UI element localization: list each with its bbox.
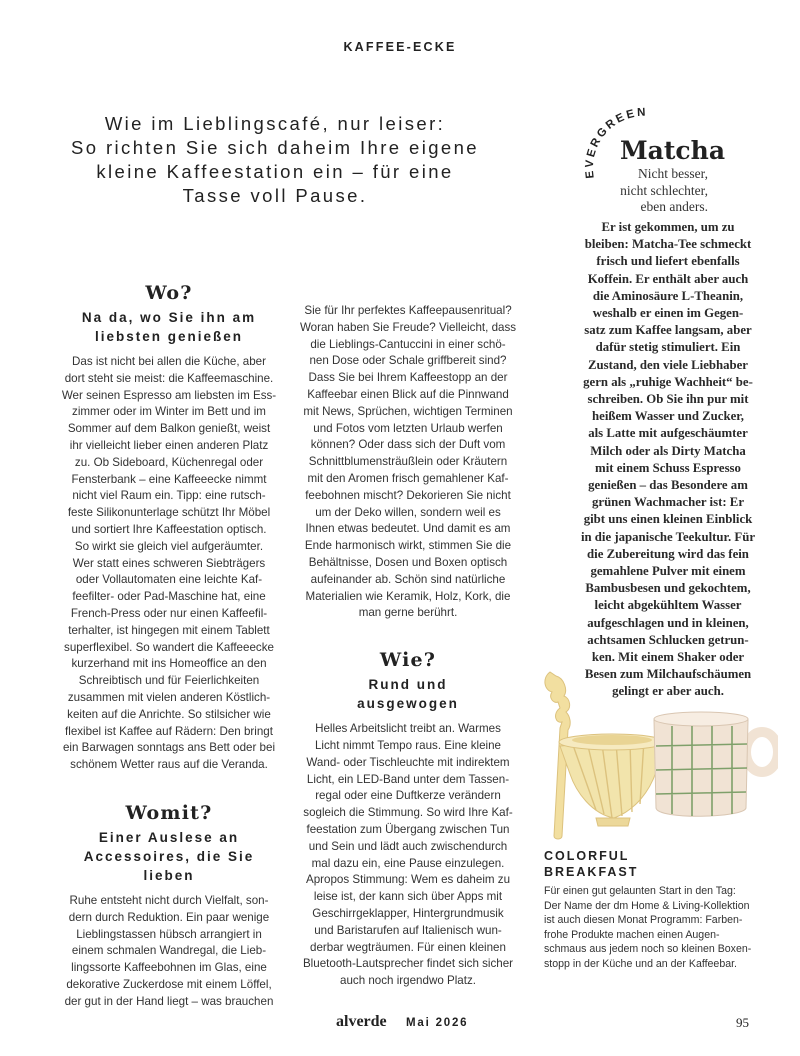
caption-title-line: COLORFUL — [544, 849, 630, 863]
text-line: Sie für Ihr perfektes Kaffeepausenritual? — [304, 304, 512, 317]
text-line: mal dazu ein, eine Pause einzulegen. — [311, 856, 505, 870]
text-line: achtsamen Schlucken getrun- — [587, 632, 749, 647]
text-line: Ende harmonisch wirkt, stimmen Sie die — [304, 539, 512, 553]
text-line: dort steht sie meist: die Kaffeemaschine. — [64, 371, 274, 385]
photo-caption — [544, 848, 774, 971]
text-line: ist auch diesen Monat Programm: Farben- — [544, 914, 743, 926]
text-line: Sommer auf dem Balkon genießt, weist — [67, 422, 271, 436]
text-line: satz zum Kaffee langsam, aber — [584, 323, 752, 338]
text-line: kurzerhand mit ins Homeoffice an den — [71, 657, 267, 671]
text-line: ihr vielleicht lieber einen anderen Platz — [69, 438, 269, 452]
text-line: Schnittblumensträußlein oder Kräutern — [308, 455, 508, 469]
text-line: gelingt er aber auch. — [612, 684, 724, 699]
text-line: gemahlene Pulver mit einem — [590, 564, 746, 579]
column-left — [58, 282, 280, 1011]
body-womit — [58, 893, 280, 1011]
text-line: ein Barwagen sonntags ans Bett oder bei — [62, 741, 276, 755]
text-line: Zustand, den viele Liebhaber — [588, 357, 748, 372]
text-line: bleiben: Matcha-Tee schmeckt — [584, 237, 752, 252]
text-line: French-Press oder nur einen Kaffeefil- — [70, 606, 268, 620]
text-line: flexibel ist Kaffee auf Rädern: Den bringt — [65, 724, 273, 738]
text-line: Für einen gut gelaunten Start in den Tag: — [544, 885, 736, 897]
text-line: Das ist nicht bei allen die Küche, aber — [72, 355, 266, 368]
text-line: weshalb er einen im Gegen- — [592, 306, 744, 321]
text-line: und Sein und lädt auch zwischendurch — [308, 839, 508, 853]
text-line: feefilter- oder Pad-Maschine hat, eine — [72, 590, 266, 604]
text-line: Bambusbesen und gekochtem, — [585, 581, 751, 596]
heading-wo: Wo? — [145, 282, 193, 304]
text-line: Apropos Stimmung: Wem es daheim zu — [305, 873, 511, 887]
text-line: Lieblingstassen hübsch arrangiert in — [76, 927, 262, 941]
text-line: Wand- oder Tischleuchte mit indirektem — [306, 755, 510, 769]
mug-illustration — [654, 712, 778, 816]
text-line: gibt uns einen kleinen Einblick — [583, 512, 753, 527]
text-line: Licht nimmt Tempo raus. Eine kleine — [314, 738, 501, 752]
text-line: derbar wegträumen. Für einen kleinen — [310, 940, 506, 954]
body-wo — [58, 354, 280, 774]
text-line: nicht viel Raum ein. Tipp: eine rutsch- — [72, 489, 266, 503]
text-line: sogleich die Stimmung. So wird Ihre Kaf- — [303, 806, 513, 820]
text-line: mit News, Sprüchen, wichtigen Terminen — [303, 404, 513, 418]
body-wie — [297, 721, 519, 990]
text-line: leise ist, der kann sich über Apps mit — [313, 890, 503, 904]
text-line: Der Name der dm Home & Living-Kollektion — [544, 899, 750, 912]
text-line: und Fotos vom letzten Urlaub werfen — [313, 421, 503, 435]
text-line: schreiben. Ob Sie ihn pur mit — [587, 392, 749, 407]
text-line: oder Vollautomaten eine leichte Kaf- — [75, 573, 263, 587]
text-line: leicht abgekühltem Wasser — [594, 598, 742, 613]
text-line: als Latte mit aufgeschäumter — [588, 426, 748, 441]
text-line: Kaffeebar einen Blick auf die Pinnwand — [307, 387, 509, 401]
text-line: superflexibel. So wandert die Kaffeeecke — [64, 640, 274, 654]
text-line: gern als „ruhige Wachheit“ be- — [583, 374, 753, 389]
text-line: die Lieblings-Cantuccini in einer schö- — [310, 337, 506, 351]
text-line: Dass Sie bei Ihrem Kaffeestopp an der — [308, 371, 508, 385]
text-line: Woran haben Sie Freude? Vielleicht, dass — [299, 320, 517, 334]
subtitle-line: Nicht besser, — [638, 166, 708, 181]
text-line: Wer seinen Espresso am liebsten im Ess- — [61, 388, 277, 402]
text-line: grünen Wachmacher ist: Er — [591, 495, 745, 510]
text-line: Licht, ein LED-Band unter dem Tassen- — [306, 772, 510, 786]
text-line: feste Silikonunterlage schützt Ihr Möbel — [67, 506, 271, 520]
text-line: Er ist gekommen, um zu — [601, 220, 735, 234]
subheading-wie: Rund und ausgewogen — [357, 677, 459, 712]
subtitle-line: nicht schlechter, — [620, 182, 708, 198]
sidebar-subtitle — [600, 166, 708, 216]
section-kicker: KAFFEE-ECKE — [343, 40, 457, 54]
page-number: 95 — [736, 1015, 749, 1030]
text-line: können? Oder dass sich der Duft vom — [310, 438, 506, 452]
sidebar-body — [560, 219, 776, 701]
text-line: feestation zum Übergang zwischen Tun — [306, 822, 510, 836]
text-line: Materialien wie Keramik, Holz, Kork, die — [305, 589, 511, 603]
heading-womit: Womit? — [125, 801, 213, 824]
text-line: zusammen mit vielen anderen Köstlich- — [67, 690, 271, 704]
text-line: und sortiert Ihre Kaffeestation optisch. — [71, 522, 267, 536]
subtitle-line: eben anders. — [640, 199, 708, 214]
text-line: dern durch Reduktion. Ein paar wenige — [68, 910, 270, 924]
text-line: mit einem Schuss Espresso — [595, 460, 741, 475]
text-line: schönem Wetter raus auf die Veranda. — [70, 758, 268, 772]
sidebar-title: Matcha — [620, 136, 726, 165]
text-line: Behältnisse, Dosen und Boxen optisch — [308, 555, 508, 569]
intro-line: kleine Kaffeestation ein – für eine — [96, 161, 454, 182]
text-line: Ruhe entsteht nicht durch Vielfalt, son- — [69, 893, 269, 907]
text-line: schmaus aus jedem noch so kleinen Boxen- — [544, 943, 752, 955]
text-line: mit den Aromen frisch gemahlener Kaf- — [307, 471, 509, 485]
column-middle — [297, 303, 519, 990]
caption-body — [544, 884, 774, 971]
text-line: zu. Ob Sideboard, Küchenregal oder — [74, 455, 264, 469]
text-line: terhalter, ist hingegen mit einem Tablett — [68, 623, 270, 637]
body-continued — [297, 303, 519, 622]
text-line: aufgeschlagen und in kleinen, — [587, 615, 749, 630]
text-line: aufeinander ab. Schön sind natürliche — [310, 572, 506, 586]
text-line: feebohnen mischt? Dekorieren Sie nicht — [305, 488, 511, 502]
text-line: dekorative Zuckerdose mit einem Löffel, — [66, 977, 272, 991]
text-line: und Baristarufen auf Italienisch wun- — [314, 923, 502, 937]
text-line: der gut in der Hand liegt – was brauchen — [64, 994, 274, 1008]
text-line: um der Deko willen, sondern weil es — [315, 505, 501, 519]
text-line: lingssorte Kaffeebohnen im Glas, eine — [71, 961, 267, 975]
text-line: Ihnen etwas bedeutet. Und damit es am — [305, 522, 511, 536]
text-line: keiten auf die Anrichte. So stilsicher wie — [67, 707, 271, 721]
text-line: frohe Produkte machen einen Augen- — [544, 928, 720, 941]
caption-title-line: BREAKFAST — [544, 865, 639, 879]
text-line: Geschirrgeklapper, Hintergrundmusik — [312, 906, 504, 920]
intro-line: Tasse voll Pause. — [182, 185, 368, 206]
text-line: nen Dose oder Schale griffbereit sind? — [309, 354, 507, 368]
text-line: in die japanische Teekultur. Für — [580, 529, 756, 544]
subheading-wo: Na da, wo Sie ihn am liebsten genießen — [81, 310, 257, 344]
text-line: Milch oder als Dirty Matcha — [590, 443, 746, 458]
intro-line: So richten Sie sich daheim Ihre eigene — [71, 137, 479, 158]
text-line: einem schmalen Wandregal, die Lieb- — [71, 944, 267, 958]
subheading-womit: Einer Auslese an Accessoires, die Sie lieben — [83, 829, 255, 883]
intro-lead — [55, 112, 495, 208]
footer-date: Mai 2026 — [406, 1017, 469, 1029]
text-line: Schreibtisch und für Feierlichkeiten — [78, 674, 260, 688]
text-line: Wer statt eines schweren Siebträgers — [72, 556, 266, 570]
text-line: dafür stetig stimuliert. Ein — [595, 340, 741, 355]
text-line: die Zubereitung wird das fein — [587, 546, 749, 561]
text-line: man gerne berührt. — [358, 606, 458, 620]
text-line: Besen zum Milchaufschäumen — [584, 667, 752, 682]
footer-brand: alverde — [336, 1013, 387, 1030]
text-line: heißem Wasser und Zucker, — [592, 409, 744, 424]
text-line: auch noch irgendwo Platz. — [340, 974, 476, 988]
text-line: stopp in der Küche und an der Kaffeebar. — [544, 957, 737, 970]
text-line: Helles Arbeitslicht treibt an. Warmes — [315, 722, 501, 736]
heading-wie: Wie? — [379, 649, 437, 672]
product-photo — [538, 668, 778, 848]
text-line: regal oder eine Duftkerze verändern — [315, 789, 501, 803]
text-line: zimmer oder im Winter im Bett und im — [72, 405, 266, 419]
text-line: Fensterbank – eine Kaffeeecke nimmt — [71, 472, 267, 486]
text-line: genießen – das Besondere am — [588, 478, 748, 493]
text-line: ken. Mit einem Shaker oder — [591, 650, 745, 665]
caption-title — [544, 848, 774, 880]
arc-label-text: EVERGREEN — [583, 106, 649, 180]
text-line: frisch und liefert ebenfalls — [596, 254, 740, 269]
text-line: die Aminosäure L-Theanin, — [592, 288, 744, 303]
intro-line: Wie im Lieblingscafé, nur leiser: — [104, 113, 446, 134]
dripper-illustration — [559, 734, 665, 826]
text-line: Bluetooth-Lautsprecher findet sich sicher — [302, 957, 514, 971]
text-line: So wirkt sie gleich viel aufgeräumter. — [74, 539, 264, 553]
text-line: Koffein. Er enthält aber auch — [587, 271, 749, 286]
